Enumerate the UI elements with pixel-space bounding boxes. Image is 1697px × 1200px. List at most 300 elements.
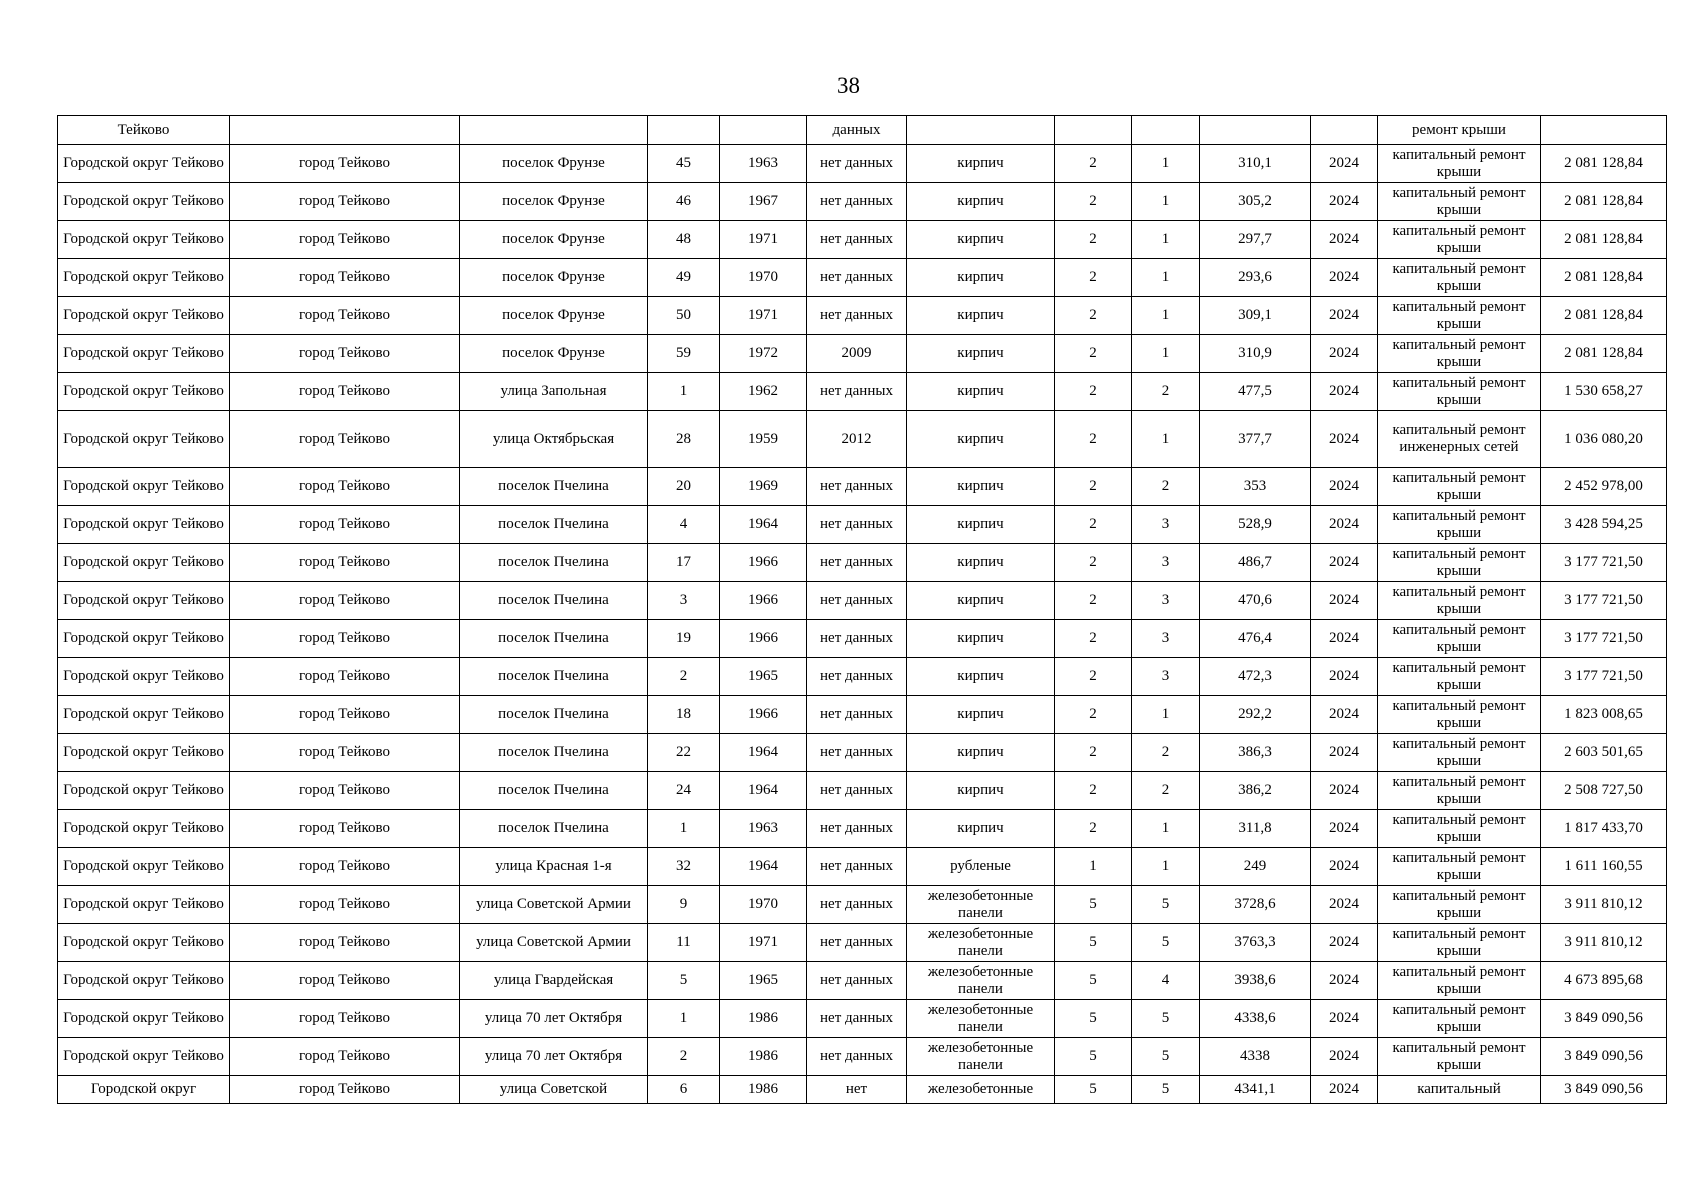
cell-text: город Тейково	[298, 744, 390, 760]
cell-planned-year	[1311, 734, 1378, 772]
cell-text: капитальный	[1417, 1081, 1501, 1097]
cell-text: железобетонные панели	[927, 925, 1034, 959]
cell-work-type	[1378, 221, 1541, 259]
cell-text: железобетонные	[927, 1081, 1034, 1097]
cell-area	[1200, 1076, 1311, 1104]
cell-text: капитальный ремонт крыши	[1392, 184, 1526, 218]
cell-area	[1200, 734, 1311, 772]
cell-text: 1 036 080,20	[1564, 430, 1643, 447]
cell-text: 1964	[748, 782, 778, 798]
cell-text: 59	[676, 345, 691, 361]
cell-municipality	[58, 116, 230, 145]
cell-settlement	[230, 373, 460, 411]
cell-entrances	[1132, 506, 1200, 544]
cell-text: 2024	[1329, 554, 1359, 570]
cell-entrances	[1132, 544, 1200, 582]
cell-area	[1200, 259, 1311, 297]
cell-settlement	[230, 772, 460, 810]
cell-text: город Тейково	[298, 668, 390, 684]
cell-text: 5	[1089, 934, 1097, 950]
cell-text: Городской округ Тейково	[63, 345, 224, 361]
cell-work-type	[1378, 886, 1541, 924]
cell-house-number	[648, 373, 720, 411]
cell-text: 5	[1089, 1048, 1097, 1064]
cell-planned-year	[1311, 183, 1378, 221]
cell-floors	[1055, 620, 1132, 658]
cell-year-overhaul	[807, 848, 907, 886]
cell-house-number	[648, 734, 720, 772]
cell-text: 3	[1161, 668, 1170, 684]
cell-work-type	[1378, 411, 1541, 468]
cell-text: 1986	[748, 1048, 778, 1064]
cell-year-overhaul	[807, 259, 907, 297]
cell-text: 1971	[748, 307, 778, 323]
cell-text: 2024	[1329, 630, 1359, 646]
cell-year-built	[720, 1000, 807, 1038]
cell-text: 17	[676, 554, 691, 570]
cell-text: город Тейково	[298, 155, 390, 171]
cell-text: 1963	[748, 820, 778, 836]
cell-text: Городской округ Тейково	[63, 269, 224, 285]
cell-text: город Тейково	[298, 516, 390, 532]
cell-text: 1 823 008,65	[1564, 706, 1643, 722]
cell-street	[460, 810, 648, 848]
cell-settlement	[230, 1038, 460, 1076]
cell-text: 310,9	[1238, 345, 1272, 361]
cell-wall-material	[907, 544, 1055, 582]
cell-cost	[1541, 962, 1667, 1000]
cell-year-overhaul	[807, 962, 907, 1000]
cell-text: город Тейково	[298, 782, 390, 798]
cell-text: 2	[1089, 430, 1097, 447]
cell-text: 2024	[1329, 269, 1359, 285]
cell-street	[460, 544, 648, 582]
cell-text: 2	[1161, 383, 1170, 399]
cell-house-number	[648, 506, 720, 544]
table-row	[58, 924, 1667, 962]
cell-year-built	[720, 734, 807, 772]
cell-municipality	[58, 696, 230, 734]
cell-house-number	[648, 183, 720, 221]
cell-cost	[1541, 924, 1667, 962]
cell-cost	[1541, 1000, 1667, 1038]
cell-municipality	[58, 924, 230, 962]
cell-text: нет данных	[820, 668, 893, 684]
cell-text: нет данных	[820, 155, 893, 171]
cell-wall-material	[907, 848, 1055, 886]
cell-area	[1200, 658, 1311, 696]
cell-street	[460, 259, 648, 297]
cell-planned-year	[1311, 145, 1378, 183]
cell-text: 2024	[1329, 307, 1359, 323]
cell-house-number	[648, 772, 720, 810]
cell-planned-year	[1311, 1000, 1378, 1038]
cell-text: кирпич	[957, 630, 1004, 646]
cell-area	[1200, 373, 1311, 411]
cell-text: данных	[832, 121, 881, 138]
cell-text: 2	[1161, 478, 1170, 494]
cell-text: 2024	[1329, 744, 1359, 760]
cell-year-built	[720, 468, 807, 506]
cell-year-overhaul	[807, 544, 907, 582]
cell-text: Тейково	[117, 121, 170, 138]
cell-text: Городской округ Тейково	[63, 592, 224, 608]
cell-text: кирпич	[957, 668, 1004, 684]
cell-text: 5	[1161, 934, 1170, 950]
cell-house-number	[648, 116, 720, 145]
cell-text: кирпич	[957, 193, 1004, 209]
cell-text: город Тейково	[298, 820, 390, 836]
cell-text: 3	[679, 592, 688, 608]
cell-text: нет данных	[820, 383, 893, 399]
cell-work-type	[1378, 259, 1541, 297]
cell-work-type	[1378, 620, 1541, 658]
cell-text: капитальный ремонт крыши	[1392, 222, 1526, 256]
cell-text: 2	[1089, 383, 1097, 399]
cell-text: 305,2	[1238, 193, 1272, 209]
cell-text: кирпич	[957, 744, 1004, 760]
cell-work-type	[1378, 734, 1541, 772]
cell-text: поселок Пчелина	[498, 744, 609, 760]
cell-planned-year	[1311, 962, 1378, 1000]
cell-wall-material	[907, 468, 1055, 506]
cell-entrances	[1132, 810, 1200, 848]
cell-text: капитальный ремонт крыши	[1392, 697, 1526, 731]
cell-text: железобетонные панели	[927, 963, 1034, 997]
cell-wall-material	[907, 582, 1055, 620]
cell-year-built	[720, 259, 807, 297]
cell-municipality	[58, 506, 230, 544]
cell-street	[460, 962, 648, 1000]
cell-text: 293,6	[1238, 269, 1272, 285]
cell-wall-material	[907, 297, 1055, 335]
cell-text: 470,6	[1238, 592, 1272, 608]
cell-floors	[1055, 221, 1132, 259]
cell-text: нет данных	[820, 193, 893, 209]
cell-text: 2	[1089, 193, 1097, 209]
cell-settlement	[230, 1076, 460, 1104]
cell-floors	[1055, 658, 1132, 696]
cell-area	[1200, 544, 1311, 582]
cell-entrances	[1132, 1076, 1200, 1104]
cell-text: 2	[1089, 668, 1097, 684]
cell-text: 486,7	[1238, 554, 1272, 570]
table-row	[58, 886, 1667, 924]
cell-text: 2024	[1329, 1048, 1359, 1064]
cell-work-type	[1378, 696, 1541, 734]
cell-wall-material	[907, 658, 1055, 696]
cell-year-overhaul	[807, 468, 907, 506]
cell-cost	[1541, 1076, 1667, 1104]
cell-year-overhaul	[807, 116, 907, 145]
cell-text: 11	[676, 934, 691, 950]
cell-text: поселок Пчелина	[498, 516, 609, 532]
cell-text: кирпич	[957, 155, 1004, 171]
cell-text: 5	[1161, 1081, 1170, 1097]
cell-work-type	[1378, 468, 1541, 506]
cell-text: 3 849 090,56	[1564, 1010, 1643, 1026]
cell-year-overhaul	[807, 145, 907, 183]
cell-work-type	[1378, 772, 1541, 810]
cell-work-type	[1378, 1000, 1541, 1038]
cell-floors	[1055, 886, 1132, 924]
cell-area	[1200, 772, 1311, 810]
cell-entrances	[1132, 145, 1200, 183]
cell-planned-year	[1311, 468, 1378, 506]
cell-text: 3 849 090,56	[1564, 1081, 1643, 1097]
cell-text: нет данных	[820, 478, 893, 494]
cell-floors	[1055, 962, 1132, 1000]
cell-settlement	[230, 259, 460, 297]
cell-area	[1200, 810, 1311, 848]
cell-text: кирпич	[957, 516, 1004, 532]
cell-text: 3763,3	[1234, 934, 1276, 950]
table-row	[58, 183, 1667, 221]
cell-text: 2024	[1329, 934, 1359, 950]
cell-area	[1200, 183, 1311, 221]
cell-text: Городской округ Тейково	[63, 516, 224, 532]
cell-year-overhaul	[807, 810, 907, 848]
cell-entrances	[1132, 221, 1200, 259]
cell-year-built	[720, 373, 807, 411]
cell-cost	[1541, 620, 1667, 658]
cell-area	[1200, 582, 1311, 620]
cell-text: кирпич	[957, 554, 1004, 570]
cell-text: капитальный ремонт крыши	[1392, 507, 1526, 541]
cell-settlement	[230, 658, 460, 696]
cell-text: Городской округ Тейково	[63, 630, 224, 646]
cell-text: 3938,6	[1234, 972, 1276, 988]
cell-text: 292,2	[1238, 706, 1272, 722]
cell-text: 2	[1089, 307, 1097, 323]
table-row	[58, 145, 1667, 183]
cell-planned-year	[1311, 848, 1378, 886]
cell-municipality	[58, 848, 230, 886]
cell-text: Городской округ Тейково	[63, 478, 224, 494]
cell-area	[1200, 886, 1311, 924]
cell-text: 2 081 128,84	[1564, 231, 1643, 247]
cell-text: 2	[1089, 744, 1097, 760]
cell-floors	[1055, 1000, 1132, 1038]
cell-house-number	[648, 468, 720, 506]
cell-wall-material	[907, 373, 1055, 411]
cell-settlement	[230, 1000, 460, 1038]
cell-text: 2024	[1329, 383, 1359, 399]
cell-text: кирпич	[957, 430, 1004, 447]
cell-settlement	[230, 620, 460, 658]
cell-text: поселок Фрунзе	[502, 269, 605, 285]
cell-text: 476,4	[1238, 630, 1272, 646]
cell-floors	[1055, 1076, 1132, 1104]
cell-year-overhaul	[807, 620, 907, 658]
cell-house-number	[648, 544, 720, 582]
cell-text: 1	[1161, 155, 1170, 171]
cell-text: 3 911 810,12	[1564, 934, 1643, 950]
cell-text: 4338	[1240, 1048, 1270, 1064]
cell-cost	[1541, 544, 1667, 582]
cell-settlement	[230, 734, 460, 772]
cell-year-overhaul	[807, 1038, 907, 1076]
cell-municipality	[58, 772, 230, 810]
cell-text: Городской округ Тейково	[63, 858, 224, 874]
cell-text: поселок Пчелина	[498, 592, 609, 608]
table-row	[58, 506, 1667, 544]
table-row	[58, 221, 1667, 259]
cell-text: 2024	[1329, 516, 1359, 532]
cell-text: 4341,1	[1234, 1081, 1276, 1097]
cell-text: 2024	[1329, 155, 1359, 171]
cell-text: 2024	[1329, 430, 1359, 447]
cell-text: город Тейково	[298, 706, 390, 722]
cell-street	[460, 696, 648, 734]
cell-year-built	[720, 544, 807, 582]
cell-floors	[1055, 411, 1132, 468]
cell-text: 1962	[748, 383, 778, 399]
cell-text: поселок Пчелина	[498, 668, 609, 684]
cell-text: Городской округ Тейково	[63, 383, 224, 399]
cell-year-overhaul	[807, 1000, 907, 1038]
cell-wall-material	[907, 772, 1055, 810]
cell-work-type	[1378, 297, 1541, 335]
cell-text: 353	[1243, 478, 1267, 494]
cell-text: поселок Фрунзе	[502, 155, 605, 171]
cell-text: капитальный ремонт инженерных сетей	[1392, 422, 1526, 455]
cell-entrances	[1132, 886, 1200, 924]
cell-text: 1965	[748, 668, 778, 684]
cell-text: 472,3	[1238, 668, 1272, 684]
cell-settlement	[230, 924, 460, 962]
cell-text: 5	[679, 972, 688, 988]
cell-floors	[1055, 810, 1132, 848]
cell-house-number	[648, 848, 720, 886]
cell-municipality	[58, 620, 230, 658]
cell-settlement	[230, 468, 460, 506]
cell-planned-year	[1311, 772, 1378, 810]
cell-text: нет данных	[820, 269, 893, 285]
cell-municipality	[58, 658, 230, 696]
cell-text: 18	[676, 706, 691, 722]
cell-wall-material	[907, 411, 1055, 468]
cell-wall-material	[907, 620, 1055, 658]
cell-text: город Тейково	[298, 269, 390, 285]
cell-area	[1200, 924, 1311, 962]
cell-settlement	[230, 335, 460, 373]
cell-text: 1	[1161, 193, 1170, 209]
cell-text: город Тейково	[298, 972, 390, 988]
cell-text: 2024	[1329, 782, 1359, 798]
cell-text: 1970	[748, 896, 778, 912]
cell-year-overhaul	[807, 924, 907, 962]
cell-house-number	[648, 810, 720, 848]
cell-wall-material	[907, 221, 1055, 259]
cell-text: 1986	[748, 1081, 778, 1097]
cell-year-overhaul	[807, 183, 907, 221]
table-row	[58, 810, 1667, 848]
cell-entrances	[1132, 772, 1200, 810]
cell-planned-year	[1311, 1038, 1378, 1076]
cell-text: нет данных	[820, 820, 893, 836]
cell-work-type	[1378, 848, 1541, 886]
cell-work-type	[1378, 373, 1541, 411]
cell-text: капитальный ремонт крыши	[1392, 773, 1526, 807]
cell-entrances	[1132, 582, 1200, 620]
table-row	[58, 468, 1667, 506]
cell-area	[1200, 1000, 1311, 1038]
cell-planned-year	[1311, 411, 1378, 468]
cell-floors	[1055, 544, 1132, 582]
cell-text: 2024	[1329, 1081, 1359, 1097]
cell-text: город Тейково	[298, 1081, 390, 1097]
cell-text: 32	[676, 858, 691, 874]
cell-year-overhaul	[807, 582, 907, 620]
cell-text: 386,2	[1238, 782, 1272, 798]
cell-text: 1966	[748, 630, 778, 646]
cell-floors	[1055, 1038, 1132, 1076]
cell-text: 50	[676, 307, 691, 323]
cell-text: 2 081 128,84	[1564, 155, 1643, 171]
cell-text: капитальный ремонт крыши	[1392, 1039, 1526, 1073]
cell-municipality	[58, 373, 230, 411]
cell-text: Городской округ Тейково	[63, 972, 224, 988]
cell-year-overhaul	[807, 297, 907, 335]
cell-work-type	[1378, 1076, 1541, 1104]
cell-text: 1	[1161, 706, 1170, 722]
cell-year-built	[720, 183, 807, 221]
cell-text: 4338,6	[1234, 1010, 1276, 1026]
cell-wall-material	[907, 335, 1055, 373]
cell-municipality	[58, 259, 230, 297]
cell-work-type	[1378, 145, 1541, 183]
cell-cost	[1541, 468, 1667, 506]
cell-text: нет данных	[820, 896, 893, 912]
table-row	[58, 373, 1667, 411]
cell-text: 49	[676, 269, 691, 285]
cell-text: поселок Фрунзе	[502, 345, 605, 361]
cell-text: 1 817 433,70	[1564, 820, 1643, 836]
cell-text: Городской округ Тейково	[63, 820, 224, 836]
cell-municipality	[58, 297, 230, 335]
cell-text: 24	[676, 782, 691, 798]
cell-year-overhaul	[807, 373, 907, 411]
cell-text: 2024	[1329, 706, 1359, 722]
cell-text: город Тейково	[298, 430, 390, 447]
cell-entrances	[1132, 734, 1200, 772]
cell-text: 1 530 658,27	[1564, 383, 1643, 399]
cell-text: 3	[1161, 592, 1170, 608]
cell-house-number	[648, 696, 720, 734]
cell-text: город Тейково	[298, 896, 390, 912]
cell-text: 1	[1161, 231, 1170, 247]
cell-text: 3 177 721,50	[1564, 630, 1643, 646]
cell-entrances	[1132, 1038, 1200, 1076]
cell-text: город Тейково	[298, 345, 390, 361]
cell-floors	[1055, 183, 1132, 221]
cell-house-number	[648, 962, 720, 1000]
cell-text: улица 70 лет Октября	[484, 1010, 623, 1026]
cell-text: 1966	[748, 706, 778, 722]
cell-text: 46	[676, 193, 691, 209]
cell-text: город Тейково	[298, 478, 390, 494]
cell-house-number	[648, 221, 720, 259]
cell-house-number	[648, 1000, 720, 1038]
cell-street	[460, 1076, 648, 1104]
cell-municipality	[58, 335, 230, 373]
cell-text: 528,9	[1238, 516, 1272, 532]
cell-year-built	[720, 772, 807, 810]
cell-street	[460, 924, 648, 962]
cell-year-overhaul	[807, 772, 907, 810]
cell-area	[1200, 962, 1311, 1000]
